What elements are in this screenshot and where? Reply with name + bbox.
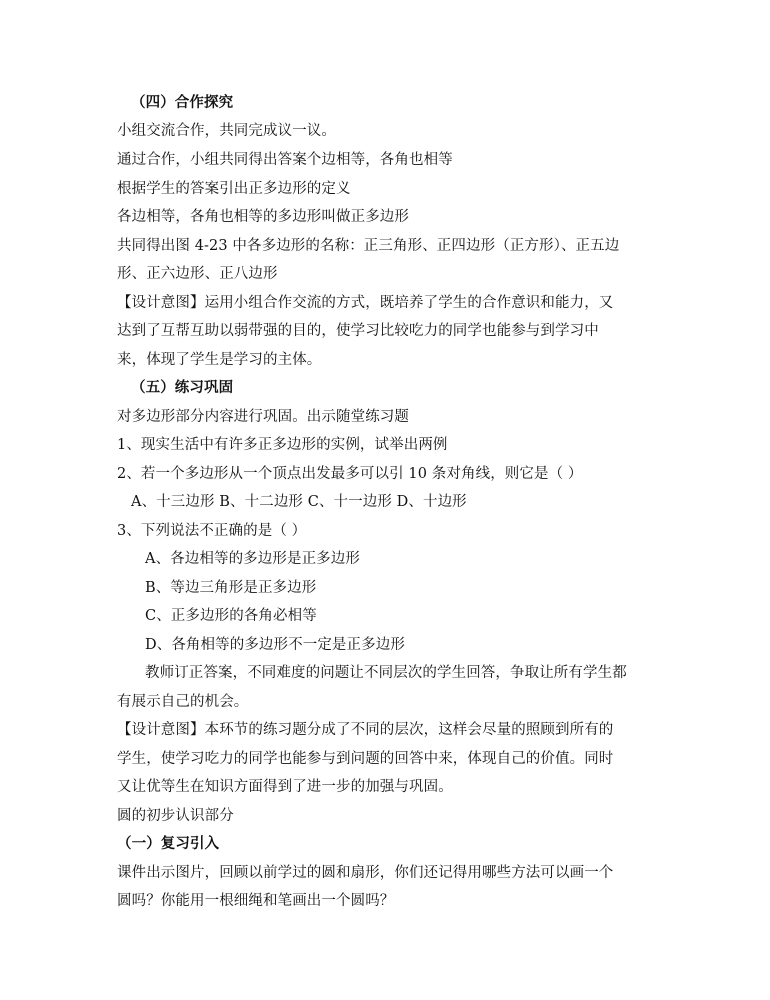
design-intent-line: 来，体现了学生是学习的主体。 xyxy=(117,352,322,368)
section-heading-cooperative-inquiry: （四）合作探究 xyxy=(131,94,234,111)
paragraph-line: 共同得出图 4-23 中各多边形的名称：正三角形、正四边形（正方形）、正五边 xyxy=(117,238,620,254)
paragraph-line: 教师订正答案，不同难度的问题让不同层次的学生回答，争取让所有学生都 xyxy=(145,665,627,681)
paragraph-line: 根据学生的答案引出正多边形的定义 xyxy=(117,181,351,197)
exercise-question-1: 1、现实生活中有许多正多边形的实例，试举出两例 xyxy=(117,437,448,453)
exercise-option-b: B、等边三角形是正多边形 xyxy=(145,580,317,596)
paragraph-line: 圆吗？你能用一根细绳和笔画出一个圆吗？ xyxy=(117,893,395,909)
design-intent-line: 【设计意图】本环节的练习题分成了不同的层次，这样会尽量的照顾到所有的 xyxy=(117,722,614,738)
section-heading-review: （一）复习引入 xyxy=(117,835,220,852)
section-title-circle: 圆的初步认识部分 xyxy=(117,808,234,824)
exercise-question-3: 3、下列说法不正确的是（ ） xyxy=(117,523,307,539)
paragraph-line: 小组交流合作，共同完成议一议。 xyxy=(117,123,336,139)
design-intent-line: 【设计意图】运用小组合作交流的方式，既培养了学生的合作意识和能力，又 xyxy=(117,295,614,311)
exercise-option-a: A、各边相等的多边形是正多边形 xyxy=(145,551,360,567)
exercise-option-d: D、各角相等的多边形不一定是正多边形 xyxy=(145,637,405,653)
paragraph-line: 形、正六边形、正八边形 xyxy=(117,266,278,282)
paragraph-line: 通过合作，小组共同得出答案个边相等，各角也相等 xyxy=(117,152,453,168)
design-intent-line: 学生，使学习吃力的同学也能参与到问题的回答中来，体现自己的价值。同时 xyxy=(117,751,614,767)
paragraph-line: 对多边形部分内容进行巩固。出示随堂练习题 xyxy=(117,409,409,425)
paragraph-line: 有展示自己的机会。 xyxy=(117,694,249,710)
design-intent-line: 又让优等生在知识方面得到了进一步的加强与巩固。 xyxy=(117,779,453,795)
design-intent-line: 达到了互帮互助以弱带强的目的，使学习比较吃力的同学也能参与到学习中 xyxy=(117,323,599,339)
paragraph-line: 各边相等，各角也相等的多边形叫做正多边形 xyxy=(117,209,409,225)
paragraph-line: 课件出示图片，回顾以前学过的圆和扇形，你们还记得用哪些方法可以画一个 xyxy=(117,865,614,881)
exercise-question-2-options: A、十三边形 B、十二边形 C、十一边形 D、十边形 xyxy=(131,494,467,510)
exercise-question-2: 2、若一个多边形从一个顶点出发最多可以引 10 条对角线，则它是（ ） xyxy=(117,466,583,482)
exercise-option-c: C、正多边形的各角必相等 xyxy=(145,608,317,624)
section-heading-practice: （五）练习巩固 xyxy=(131,379,234,396)
